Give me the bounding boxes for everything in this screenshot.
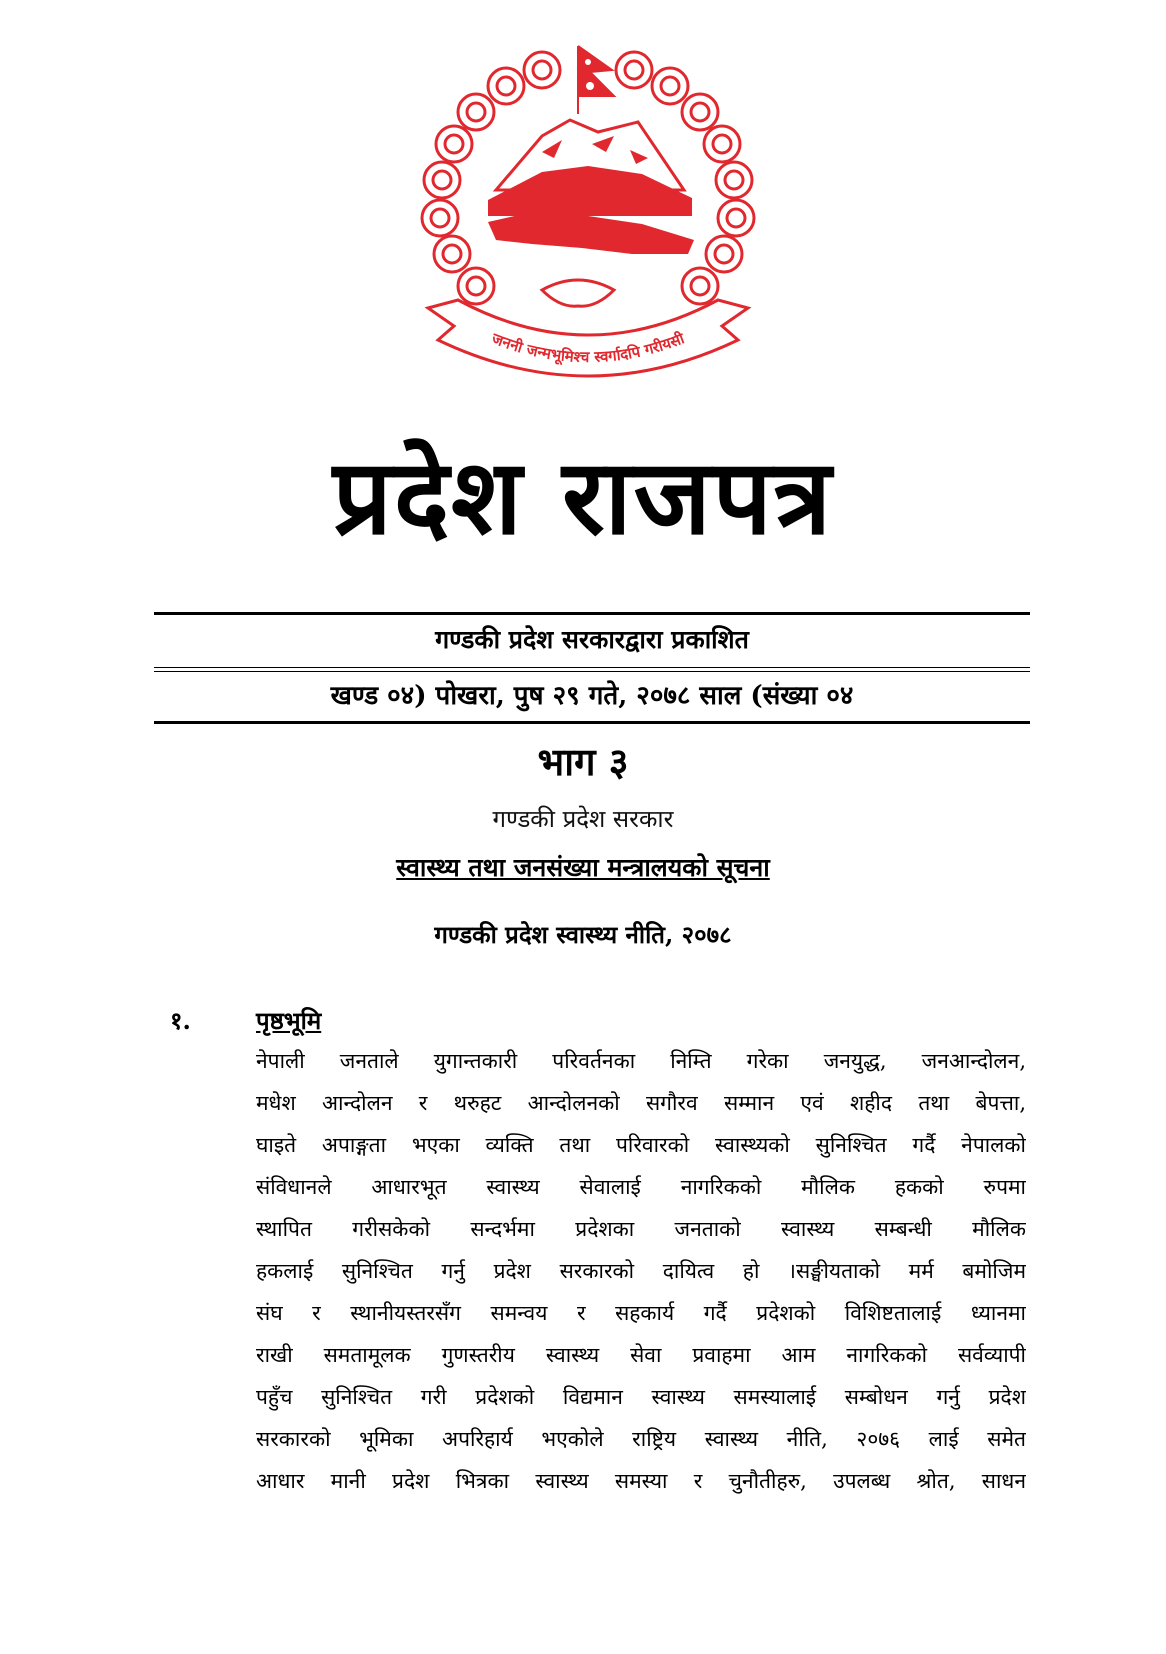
divider-double-upper	[154, 667, 1030, 668]
body-line: संविधानले आधारभूत स्वास्थ्य सेवालाई नागरिकको मौलिक हकको रुपमा	[256, 1175, 1026, 1199]
section-title: पृष्ठभूमि	[256, 1006, 322, 1035]
policy-title: गण्डकी प्रदेश स्वास्थ्य नीति, २०७८	[434, 920, 732, 949]
part-heading: भाग ३	[537, 739, 629, 784]
gazette-masthead: प्रदेश राजपत्र	[332, 436, 834, 558]
motto-text: जननी जन्मभूमिश्च स्वर्गादपि गरीयसी	[489, 329, 687, 367]
nepal-coat-of-arms-emblem	[392, 40, 784, 408]
handshake-icon	[542, 280, 614, 306]
mountain-icon	[488, 120, 692, 216]
government-heading: गण्डकी प्रदेश सरकार	[492, 805, 674, 833]
divider-top	[154, 612, 1030, 615]
issue-line: खण्ड ०४) पोखरा, पुष २९ गते, २०७८ साल (संख्या ०४	[330, 681, 854, 711]
ministry-notice-heading: स्वास्थ्य तथा जनसंख्या मन्त्रालयको सूचना	[396, 853, 770, 882]
body-line: मधेश आन्दोलन र थरुहट आन्दोलनको सगौरव सम्मान एवं शहीद तथा बेपत्ता,	[256, 1091, 1026, 1115]
body-line: आधार मानी प्रदेश भित्रका स्वास्थ्य समस्या र चुनौतीहरु, उपलब्ध श्रोत, साधन	[256, 1469, 1026, 1493]
divider-double-lower	[154, 671, 1030, 672]
body-line: संघ र स्थानीयस्तरसँग समन्वय र सहकार्य गर्दै प्रदेशको विशिष्टतालाई ध्यानमा	[256, 1301, 1026, 1325]
divider-bottom	[154, 721, 1030, 724]
section-body	[256, 1040, 1026, 1502]
body-line: स्थापित गरीसकेको सन्दर्भमा प्रदेशका जनताको स्वास्थ्य सम्बन्धी मौलिक	[256, 1217, 1026, 1241]
body-line: पहुँच सुनिश्चित गरी प्रदेशको विद्यमान स्वास्थ्य समस्यालाई सम्बोधन गर्नु प्रदेश	[256, 1385, 1026, 1409]
nepal-flag-icon	[578, 46, 614, 114]
body-line: सरकारको भूमिका अपरिहार्य भएकोले राष्ट्रिय स्वास्थ्य नीति, २०७६ लाई समेत	[256, 1427, 1026, 1451]
publisher-line: गण्डकी प्रदेश सरकारद्वारा प्रकाशित	[435, 625, 749, 654]
body-line: हकलाई सुनिश्चित गर्नु प्रदेश सरकारको दायित्व हो ।सङ्घीयताको मर्म बमोजिम	[256, 1259, 1026, 1283]
body-line: नेपाली जनताले युगान्तकारी परिवर्तनका निम्ति गरेका जनयुद्ध, जनआन्दोलन,	[256, 1049, 1026, 1073]
body-line: घाइते अपाङ्गता भएका व्यक्ति तथा परिवारको स्वास्थ्यको सुनिश्चित गर्दै नेपालको	[256, 1133, 1026, 1157]
nepal-map-icon	[488, 212, 694, 254]
body-line: राखी समतामूलक गुणस्तरीय स्वास्थ्य सेवा प्रवाहमा आम नागरिकको सर्वव्यापी	[256, 1343, 1026, 1367]
section-number: १.	[170, 1006, 191, 1035]
